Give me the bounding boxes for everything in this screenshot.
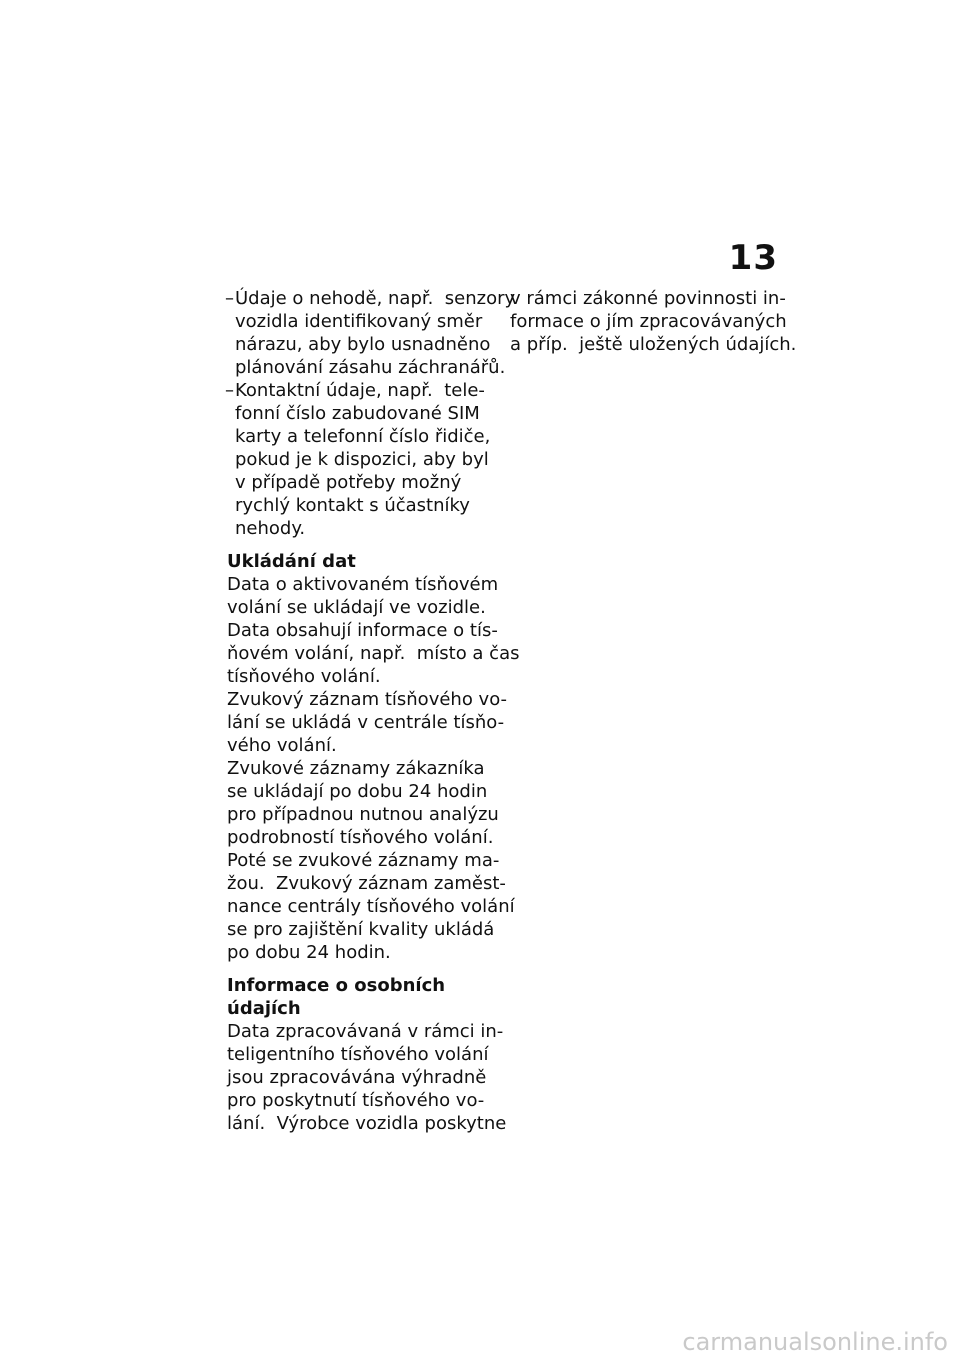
text-line: lání. Výrobce vozidla poskytne bbox=[227, 1113, 507, 1134]
section-heading-personal-data: Informace o osobních údajích bbox=[227, 975, 446, 1019]
section-heading-data-storage: Ukládání dat bbox=[227, 551, 356, 572]
text-line: nance centrály tísňového volání bbox=[227, 896, 515, 917]
paragraph bbox=[227, 1020, 507, 1135]
text-line: Data o aktivovaném tísňovém bbox=[227, 574, 499, 595]
text-line: Data zpracovávaná v rámci in- bbox=[227, 1021, 504, 1042]
watermark: carmanualsonline.info bbox=[682, 1328, 948, 1356]
text-line: tísňového volání. bbox=[227, 666, 381, 687]
text-line: lání se ukládá v centrále tísňo- bbox=[227, 712, 505, 733]
bullet-item-contact-data bbox=[227, 379, 497, 540]
text-line: vého volání. bbox=[227, 735, 337, 756]
paragraph bbox=[227, 573, 520, 688]
text-line: Údaje o nehodě, např. senzory bbox=[235, 288, 516, 309]
text-line: plánování zásahu záchranářů. bbox=[235, 357, 506, 378]
text-line: po dobu 24 hodin. bbox=[227, 942, 391, 963]
text-line: karty a telefonní číslo řidiče, bbox=[235, 426, 491, 447]
left-column bbox=[225, 287, 520, 1135]
text-line: v rámci zákonné povinnosti in- bbox=[510, 288, 786, 309]
text-line: Data obsahují informace o tís- bbox=[227, 620, 498, 641]
text-line: ňovém volání, např. místo a čas bbox=[227, 643, 520, 664]
text-line: Zvukový záznam tísňového vo- bbox=[227, 689, 508, 710]
text-line: a příp. ještě uložených údajích. bbox=[510, 334, 797, 355]
bullet-item-accident-data bbox=[225, 287, 516, 379]
text-line: nárazu, aby bylo usnadněno bbox=[235, 334, 491, 355]
text-line: fonní číslo zabudované SIM bbox=[235, 403, 480, 424]
text-line: vozidla identifikovaný směr bbox=[235, 311, 483, 332]
text-line: se pro zajištění kvality ukládá bbox=[227, 919, 495, 940]
text-line: se ukládají po dobu 24 hodin bbox=[227, 781, 488, 802]
text-line: rychlý kontakt s účastníky bbox=[235, 495, 470, 516]
text-line: nehody. bbox=[235, 518, 306, 539]
text-line: pro poskytnutí tísňového vo- bbox=[227, 1090, 485, 1111]
text-line: Poté se zvukové záznamy ma- bbox=[227, 850, 500, 871]
text-line: teligentního tísňového volání bbox=[227, 1044, 489, 1065]
text-line: formace o jím zpracovávaných bbox=[510, 311, 787, 332]
text-line: Kontaktní údaje, např. tele- bbox=[235, 380, 485, 401]
text-line: v případě potřeby možný bbox=[235, 472, 462, 493]
text-line: pro případnou nutnou analýzu bbox=[227, 804, 499, 825]
text-line: volání se ukládají ve vozidle. bbox=[227, 597, 486, 618]
right-column bbox=[510, 287, 797, 356]
text-line: Zvukové záznamy zákazníka bbox=[227, 758, 485, 779]
paragraph bbox=[227, 757, 515, 964]
text-line: pokud je k dispozici, aby byl bbox=[235, 449, 489, 470]
bullet-list bbox=[225, 287, 516, 540]
bullet-dash: – bbox=[225, 288, 234, 309]
paragraph bbox=[227, 688, 508, 757]
text-line: žou. Zvukový záznam zaměst- bbox=[227, 873, 506, 894]
bullet-dash: – bbox=[225, 380, 234, 401]
page-number: 13 bbox=[728, 238, 778, 278]
text-line: podrobností tísňového volání. bbox=[227, 827, 494, 848]
text-line: jsou zpracovávána výhradně bbox=[227, 1067, 487, 1088]
